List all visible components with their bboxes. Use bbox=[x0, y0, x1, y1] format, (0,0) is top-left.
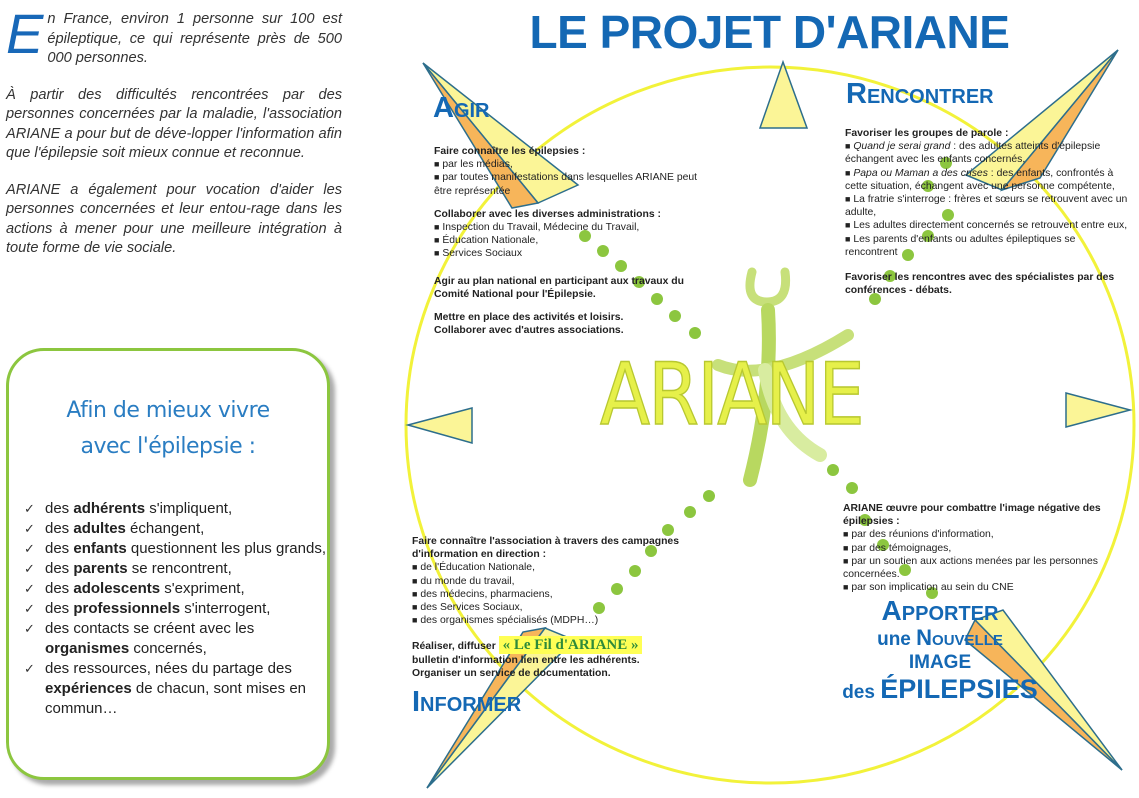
intro-paragraph-1: En France, environ 1 personne sur 100 est épileptique, ce qui représente près de 500 000 personnes. bbox=[6, 2, 342, 66]
dropcap: E bbox=[6, 2, 44, 65]
section-heading-rencontrer: Rencontrer bbox=[846, 78, 994, 110]
intro-paragraph-2: À partir des difficultés rencontrées par des personnes concernées par la maladie, l'association ARIANE a pour but de déve-lopper l'information afin que l'épilepsie soit mieux connue et reconnue. bbox=[6, 86, 342, 161]
list-item: ✓ des adolescents s'expriment, bbox=[24, 579, 327, 599]
list-item: ✓ des parents se rencontrent, bbox=[24, 559, 327, 579]
benefits-box bbox=[6, 348, 330, 780]
section-informer-body: Faire connaître l'association à travers des campagnes d'information en direction : ■ de l'Éducation Nationale, ■ du monde du travail, ■ des médecins, pharmaciens, ■ des Services Sociaux, ■ des organismes spécialisés (MDPH…) Réaliser, diffuser « Le Fil d'ARIANE » bulletin d'information lien entre les adhérents. Organiser un service de documentation. bbox=[412, 536, 679, 679]
list-item: ✓ des contacts se créent avec les organismes concernés, bbox=[24, 619, 327, 659]
section-agir-body: Faire connaître les épilepsies : ■ par les médias, ■ par toutes manifestations dans lesquelles ARIANE peut être représentée Collaborer avec les diverses administrations : ■ Inspection du Travail, Médecine du Travail, ■ Éducation Nationale, ■ Services Sociaux Agir au plan national en participant aux travaux du Comité National pour l'Épilepsie. Mettre en place des activités et loisirs. Collaborer avec d'autres associations. bbox=[434, 146, 698, 337]
list-item: ✓ des professionnels s'interrogent, bbox=[24, 599, 327, 619]
triangle-right-icon bbox=[1066, 393, 1130, 427]
list-item: ✓ des adultes échangent, bbox=[24, 519, 327, 539]
intro-paragraph-3: ARIANE a également pour vocation d'aider les personnes concernées et leur entou-rage dans les actions à mener pour une meilleure intégration à toute forme de vie sociale. bbox=[6, 181, 342, 256]
list-item: ✓ des adhérents s'impliquent, bbox=[24, 499, 327, 519]
list-item: ✓ des enfants questionnent les plus grands, bbox=[24, 539, 327, 559]
intro-text bbox=[6, 2, 342, 276]
section-heading-apporter: Apporter une Nouvelle IMAGE des ÉPILEPSIES bbox=[842, 595, 1038, 704]
section-rencontrer-body: Favoriser les groupes de parole : ■ Quand je serai grand : des adultes atteints d'épilepsie échangent avec les enfants concernés, ■ Papa ou Maman a des crises : des enfants, confrontés à cette situation, échangent avec une personne compétente, ■ La fratrie s'interroge : frères et sœurs se retrouvent avec un adulte, ■ Les adultes directement concernés se retrouvent entre eux, ■ Les parents d'enfants ou adultes épileptiques se rencontrent Favoriser les rencontres avec des spécialistes par des conférences - débats. bbox=[845, 128, 1128, 297]
benefits-list bbox=[9, 499, 327, 719]
section-heading-agir: Agir bbox=[433, 92, 490, 124]
page-title: LE PROJET D'ARIANE bbox=[529, 6, 1010, 58]
benefits-heading: Afin de mieux vivre avec l'épilepsie : bbox=[66, 398, 270, 459]
newsletter-name: « Le Fil d'ARIANE » bbox=[499, 636, 643, 654]
section-heading-informer: Informer bbox=[412, 686, 522, 718]
logo-text: ARIANE bbox=[600, 345, 864, 445]
list-item: ✓ des ressources, nées du partage des expériences de chacun, sont mises en commun… bbox=[24, 659, 327, 719]
triangle-top-icon bbox=[760, 62, 807, 128]
triangle-left-icon bbox=[408, 408, 472, 443]
section-apporter-body: ARIANE œuvre pour combattre l'image négative des épilepsies : ■ par des réunions d'information, ■ par des témoignages, ■ par un soutien aux actions menées par les personnes concernées. ■ par son implication au sein du CNE bbox=[843, 503, 1101, 594]
